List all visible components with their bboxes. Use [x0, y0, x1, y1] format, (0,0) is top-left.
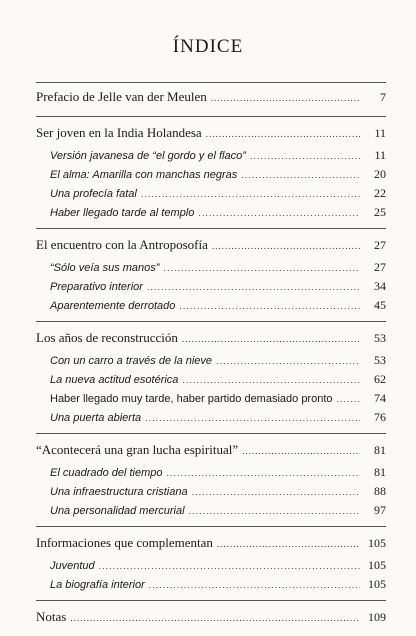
page-number: 88 — [374, 484, 386, 498]
dot-leader — [206, 125, 360, 144]
page-number: 105 — [368, 536, 386, 550]
dot-leader — [145, 409, 360, 428]
page-number: 105 — [368, 577, 386, 591]
toc-subsection-entry — [36, 556, 386, 575]
page-title: ÍNDICE — [172, 36, 244, 57]
entry-title: Preparativo interior — [50, 281, 143, 293]
toc-subsection-entry — [36, 277, 386, 296]
toc-chapter-entry — [36, 533, 386, 552]
dot-leader — [179, 297, 360, 316]
entry-title: Prefacio de Jelle van der Meulen — [36, 89, 207, 104]
page-number: 81 — [374, 465, 386, 479]
dot-leader — [337, 390, 360, 409]
toc-section — [36, 116, 386, 228]
toc-chapter-entry — [36, 87, 386, 106]
entry-title: Una personalidad mercurial — [50, 505, 185, 517]
toc-subsection-entry — [36, 203, 386, 222]
entry-title: Una infraestructura cristiana — [50, 486, 188, 498]
dot-leader — [242, 442, 360, 461]
toc-subsection-entry — [36, 258, 386, 277]
dot-leader — [189, 502, 360, 521]
entry-title: “Acontecerá una gran lucha espiritual” — [36, 442, 239, 457]
page-number: 74 — [374, 391, 386, 405]
entry-title: Una puerta abierta — [50, 412, 142, 424]
entry-title: Versión javanesa de “el gordo y el flaco” — [50, 150, 246, 162]
toc-subsection-entry — [36, 351, 386, 370]
entry-title: El encuentro con la Antroposofía — [36, 237, 208, 252]
table-of-contents — [36, 82, 386, 636]
toc-section — [36, 600, 386, 636]
dot-leader — [198, 204, 360, 223]
dot-leader — [212, 237, 360, 256]
page-number: 22 — [374, 186, 386, 200]
entry-title: “Sólo veía sus manos” — [50, 262, 160, 274]
page-number: 34 — [374, 279, 386, 293]
toc-chapter-entry — [36, 440, 386, 459]
dot-leader — [241, 166, 360, 185]
toc-section — [36, 82, 386, 116]
dot-leader — [149, 576, 360, 595]
toc-chapter-entry — [36, 328, 386, 347]
page-number: 45 — [374, 298, 386, 312]
toc-subsection-entry — [36, 501, 386, 520]
entry-title: La nueva actitud esotérica — [50, 374, 179, 386]
page-number: 27 — [374, 260, 386, 274]
toc-section — [36, 228, 386, 321]
page-number: 81 — [374, 443, 386, 457]
page-number: 25 — [374, 205, 386, 219]
dot-leader — [163, 259, 360, 278]
dot-leader — [211, 89, 360, 108]
toc-section — [36, 526, 386, 600]
entry-title: El alma: Amarilla con manchas negras — [50, 169, 238, 181]
page-number: 53 — [374, 331, 386, 345]
page-number: 76 — [374, 410, 386, 424]
toc-subsection-entry — [36, 370, 386, 389]
entry-title: Aparentemente derrotado — [50, 300, 176, 312]
entry-title: La biografía interior — [50, 579, 145, 591]
toc-subsection-entry — [36, 165, 386, 184]
page-number: 97 — [374, 503, 386, 517]
toc-subsection-entry — [36, 184, 386, 203]
page-number: 53 — [374, 353, 386, 367]
page-number: 20 — [374, 167, 386, 181]
toc-subsection-entry — [36, 463, 386, 482]
page-number: 7 — [380, 90, 386, 104]
entry-title: Con un carro a través de la nieve — [50, 355, 213, 367]
toc-section — [36, 433, 386, 526]
toc-section — [36, 321, 386, 433]
dot-leader — [141, 185, 360, 204]
entry-title: Informaciones que complementan — [36, 535, 213, 550]
entry-title: Juventud — [50, 560, 95, 572]
toc-chapter-entry — [36, 123, 386, 142]
page-number: 105 — [368, 558, 386, 572]
dot-leader — [182, 371, 360, 390]
dot-leader — [167, 464, 360, 483]
dot-leader — [70, 609, 360, 628]
page-number: 27 — [374, 238, 386, 252]
toc-subsection-entry — [36, 575, 386, 594]
page-number: 11 — [374, 148, 386, 162]
dot-leader — [192, 483, 360, 502]
toc-subsection-entry — [36, 482, 386, 501]
page-number: 11 — [374, 126, 386, 140]
toc-chapter-entry — [36, 607, 386, 626]
dot-leader — [99, 557, 360, 576]
page-number: 109 — [368, 610, 386, 624]
dot-leader — [182, 330, 360, 349]
page-number: 62 — [374, 372, 386, 386]
dot-leader — [216, 352, 360, 371]
entry-title: Los años de reconstrucción — [36, 330, 178, 345]
toc-subsection-entry — [36, 146, 386, 165]
entry-title: Haber llegado muy tarde, haber partido demasiado pronto — [50, 393, 333, 405]
toc-subsection-entry — [36, 389, 386, 408]
dot-leader — [250, 147, 360, 166]
toc-subsection-entry — [36, 408, 386, 427]
toc-subsection-entry — [36, 296, 386, 315]
entry-title: El cuadrado del tiempo — [50, 467, 163, 479]
entry-title: Haber llegado tarde al templo — [50, 207, 195, 219]
dot-leader — [217, 535, 360, 554]
entry-title: Una profecía fatal — [50, 188, 137, 200]
entry-title: Notas — [36, 609, 67, 624]
entry-title: Ser joven en la India Holandesa — [36, 125, 202, 140]
dot-leader — [147, 278, 360, 297]
toc-chapter-entry — [36, 235, 386, 254]
